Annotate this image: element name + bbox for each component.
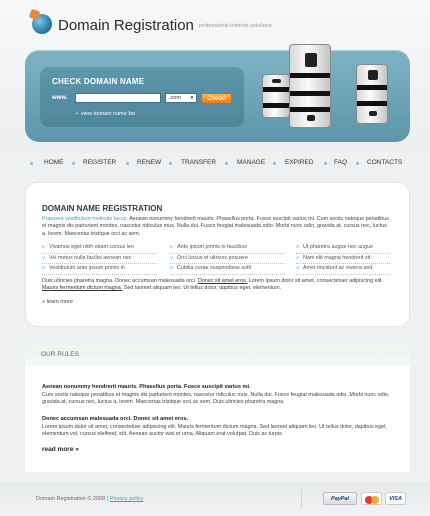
nav-item-home[interactable]: HOME — [44, 159, 64, 166]
link-label: Amet tincidunt ac viverra sed — [303, 265, 373, 272]
domain-search-title: CHECK DOMAIN NAME — [52, 77, 145, 86]
nav-dot-icon — [72, 162, 75, 165]
arrow-right-icon: » — [73, 446, 79, 453]
server-band — [357, 101, 387, 106]
para-text: Sed laoreet aliquam leo. Ut tellus dolor, dapibus eget, elementum. — [122, 285, 282, 292]
view-domain-list-link[interactable] — [76, 111, 135, 117]
server-band — [357, 85, 387, 90]
list-item[interactable] — [170, 264, 285, 275]
list-item[interactable] — [42, 254, 157, 265]
tld-selected-value: .com — [169, 95, 181, 101]
visa-icon: VISA — [385, 492, 406, 505]
nav-dot-icon — [30, 162, 33, 165]
rules-title: OUR RULES — [41, 351, 79, 358]
arrow-right-icon: » — [170, 265, 173, 272]
nav-item-transfer[interactable]: TRANSFER — [181, 159, 217, 166]
privacy-policy-link[interactable]: Privacy policy — [109, 496, 144, 502]
footer-copyright — [36, 496, 143, 502]
arrow-right-icon: » — [296, 244, 299, 250]
list-item[interactable] — [42, 243, 157, 254]
paypal-icon: PayPal — [323, 492, 357, 505]
link-label: Vivamus eget nibh etiam cursus leo — [49, 244, 134, 250]
link-label: Orci luctus et ultrices posuere — [177, 254, 249, 261]
main-nav — [30, 159, 410, 169]
nav-dot-icon — [273, 162, 276, 165]
site-title[interactable]: Domain Registration — [58, 17, 194, 34]
chevron-down-icon: ▼ — [189, 95, 195, 100]
secondary-paragraph — [42, 278, 390, 293]
list-item[interactable] — [42, 264, 157, 275]
check-button[interactable]: Check! — [201, 93, 232, 104]
list-item[interactable] — [296, 264, 390, 275]
learn-more-link[interactable] — [42, 299, 73, 305]
list-item[interactable] — [296, 254, 390, 265]
list-item[interactable] — [170, 243, 285, 254]
rule-text: Lorem ipsum dolor sit amet, consectetuer adipiscing elit. Mauris fermentum dictum magna. Sed laoreet aliquam leo. Ut tellus dolor, dapibus eget, elementum vel, cursus eleifend, elit. Aenean auctor wisi et urna. Aliquam erat volutpat. Duis ac turpis. — [42, 424, 388, 438]
domain-name-input[interactable] — [75, 93, 161, 103]
server-slot — [369, 111, 377, 116]
arrow-right-icon: » — [42, 299, 47, 305]
list-item[interactable] — [170, 254, 285, 265]
para-link[interactable]: Donec sit amet eros. — [197, 278, 248, 284]
link-label: Cubilia curae suspendisse sollt — [177, 265, 252, 272]
list-item[interactable] — [296, 243, 390, 254]
site-tagline: professional internet solutions — [199, 23, 272, 29]
server-illustration-small — [262, 74, 290, 118]
server-band — [290, 73, 330, 78]
arrow-right-icon: » — [42, 254, 45, 261]
mastercard-icon — [361, 492, 382, 505]
main-heading: DOMAIN NAME REGISTRATION — [42, 204, 163, 213]
nav-dot-icon — [126, 162, 129, 165]
server-slot — [307, 115, 315, 121]
rule-heading: Donec accumsan malesuada orci. Donec sit amet eros. — [42, 416, 189, 422]
nav-item-contacts[interactable]: CONTACTS — [367, 159, 403, 166]
mastercard-circle — [371, 496, 379, 504]
copyright-text: Domain Registration © 2008 — [36, 496, 106, 502]
bullet-icon: • — [76, 111, 78, 117]
intro-highlight[interactable]: Praesent vestibulum molestie lacus. — [42, 216, 128, 222]
arrow-right-icon: » — [42, 244, 45, 250]
nav-item-manage[interactable]: MANAGE — [237, 159, 266, 166]
arrow-right-icon: » — [296, 265, 299, 272]
link-column-1 — [42, 243, 157, 275]
server-band — [290, 107, 330, 112]
link-label: Ante ipsum primis in faucibus — [177, 244, 248, 250]
nav-item-register[interactable]: REGISTER — [83, 159, 117, 166]
arrow-right-icon: » — [170, 244, 173, 250]
footer-divider — [301, 490, 302, 508]
view-domain-list-label: view domain name list — [80, 111, 136, 117]
footer-separator: | — [106, 496, 109, 502]
read-more-link[interactable] — [42, 446, 79, 453]
arrow-right-icon: » — [296, 254, 299, 261]
link-label: Vel metus nulla facilisi aenean nec — [49, 254, 132, 261]
server-slot — [305, 53, 317, 67]
www-label: www. — [52, 95, 68, 101]
rules-header — [25, 342, 410, 366]
rule-heading: Aenean nonummy hendrerit mauris. Phasellus porta. Fusce suscipit varius mi. — [42, 384, 251, 390]
nav-item-faq[interactable]: FAQ — [334, 159, 348, 166]
server-illustration-medium — [356, 64, 388, 124]
arrow-right-icon: » — [42, 265, 45, 272]
read-more-label: read more — [42, 446, 74, 453]
link-column-3 — [296, 243, 390, 275]
arrow-right-icon: » — [170, 254, 173, 261]
server-band — [263, 87, 289, 92]
intro-text: Aenean nonummy hendrerit mauris. Phasellus porta. Fusce suscipit varius mi. Cum sociis natoque penatibus et magnis dis parturient montes, nascetur ridiculus mus. Nulla dui. Fusce feugiat malesuada odio. Morbi nunc odio, gravida at, cursus nec, luctus a, lorem. Maecenas tristique orci ac sem. — [42, 216, 389, 237]
link-label: Nam elit magna hendrerit sit — [303, 254, 371, 261]
para-text: Lorem ipsum dolor sit amet, consectetuer adipiscing elit. — [247, 278, 383, 284]
server-illustration-large — [289, 44, 331, 128]
nav-dot-icon — [356, 162, 359, 165]
server-band — [290, 91, 330, 96]
globe-logo-icon[interactable] — [32, 14, 52, 34]
server-slot — [368, 70, 378, 80]
nav-item-renew[interactable]: RENEW — [137, 159, 162, 166]
server-band — [263, 103, 289, 108]
para-link[interactable]: Mauris fermentum dictum magna. — [42, 285, 123, 292]
rule-text: Cum sociis natoque penatibus et magnis dis parturient montes, nascetur ridiculus mus. Nulla dui. Fusce feugiat malesuada odio. Morbi nunc odio, gravida at, cursus nec, luctus a, lorem. Maecenas tristique orci ac sem. Duis ultricies pharetra magna. — [42, 392, 390, 406]
server-slot — [272, 79, 281, 83]
nav-dot-icon — [324, 162, 327, 165]
nav-item-expired[interactable]: EXPIRED — [285, 159, 314, 166]
link-column-2 — [170, 243, 285, 275]
link-label: Ut pharetra augue nec augue — [303, 244, 374, 250]
para-text: Duis ultricies pharetra magna. Donec accumsan malesuada orci. — [42, 278, 198, 284]
link-label: Vestibulum ante ipsum primis in — [49, 265, 125, 272]
nav-dot-icon — [169, 162, 172, 165]
learn-more-label: learn more — [46, 299, 73, 305]
intro-paragraph — [42, 216, 390, 238]
nav-dot-icon — [225, 162, 228, 165]
tld-select[interactable] — [165, 93, 197, 103]
